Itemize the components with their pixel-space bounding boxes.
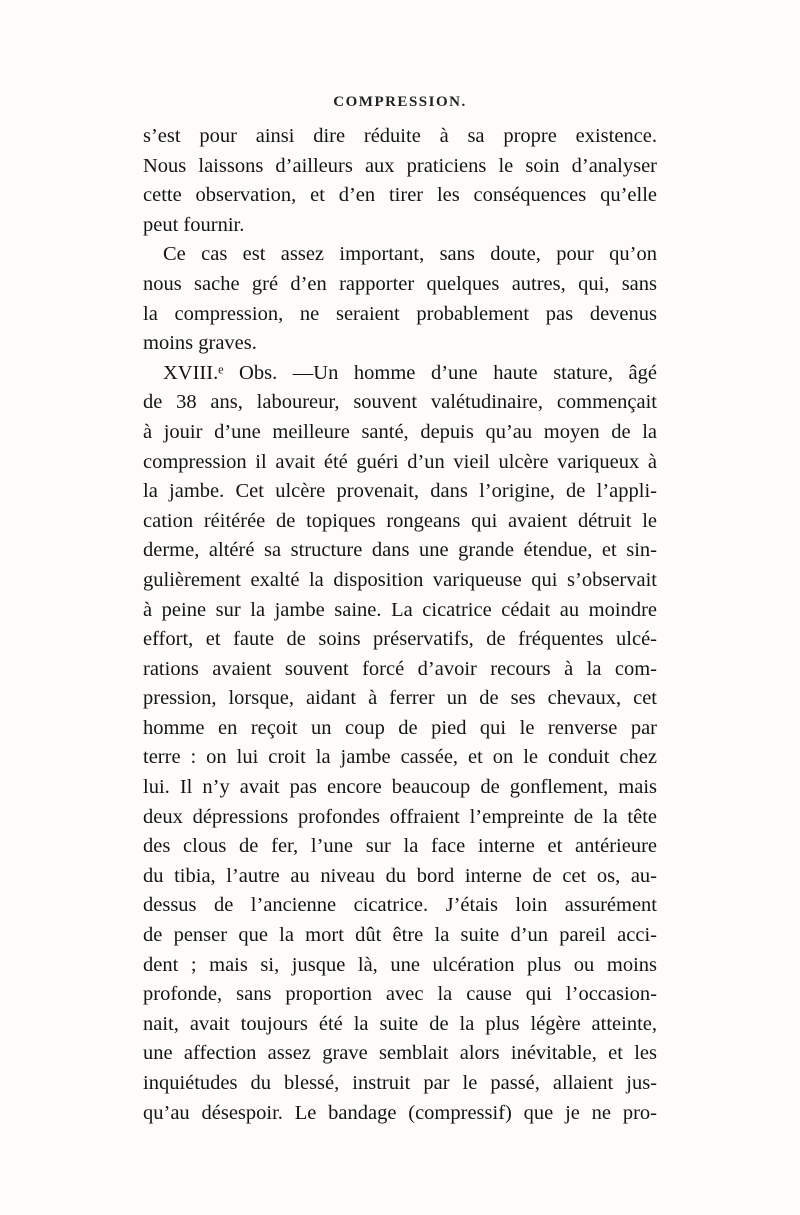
text-line: à jouir d’une meilleure santé, depuis qu’au moyen de la: [143, 420, 657, 443]
text-line: de 38 ans, laboureur, souvent valétudinaire, commençait: [143, 391, 657, 414]
text-line: XVIII.ᵉ Obs. —Un homme d’une haute stature, âgé: [163, 361, 657, 384]
text-line: deux dépressions profondes offraient l’empreinte de la tête: [143, 805, 657, 828]
text-line: homme en reçoit un coup de pied qui le renverse par: [143, 716, 657, 739]
text-line: la jambe. Cet ulcère provenait, dans l’origine, de l’appli-: [143, 480, 657, 503]
text-line: la compression, ne seraient probablement pas devenus: [143, 302, 657, 325]
text-line: cation réitérée de topiques rongeans qui avaient détruit le: [143, 509, 657, 532]
text-line: nous sache gré d’en rapporter quelques autres, qui, sans: [143, 272, 657, 295]
text-line: de penser que la mort dût être la suite d’un pareil acci-: [143, 924, 657, 947]
text-line: effort, et faute de soins préservatifs, de fréquentes ulcé-: [143, 628, 657, 651]
text-line: gulièrement exalté la disposition variqueuse qui s’observait: [143, 568, 657, 591]
text-line: peut fournir.: [143, 213, 245, 236]
text-line: inquiétudes du blessé, instruit par le passé, allaient jus-: [143, 1072, 657, 1094]
text-line: compression il avait été guéri d’un vieil ulcère variqueux à: [143, 450, 657, 473]
text-line: moins graves.: [143, 332, 257, 355]
text-line: à peine sur la jambe saine. La cicatrice cédait au moindre: [143, 598, 657, 621]
running-head: COMPRESSION.: [333, 94, 467, 110]
text-line: terre : on lui croit la jambe cassée, et on le conduit chez: [143, 746, 657, 769]
text-line: derme, altéré sa structure dans une grande étendue, et sin-: [143, 539, 657, 562]
text-line: s’est pour ainsi dire réduite à sa propre existence.: [143, 125, 657, 147]
text-line: cette observation, et d’en tirer les conséquences qu’elle: [143, 184, 657, 207]
text-line: nait, avait toujours été la suite de la plus légère atteinte,: [143, 1012, 657, 1035]
text-line: lui. Il n’y avait pas encore beaucoup de gonflement, mais: [143, 776, 657, 799]
text-line: qu’au désespoir. Le bandage (compressif) que je ne pro-: [143, 1101, 657, 1124]
text-line: Ce cas est assez important, sans doute, pour qu’on: [163, 243, 657, 266]
text-line: Nous laissons d’ailleurs aux praticiens le soin d’analyser: [143, 154, 657, 177]
text-line: profonde, sans proportion avec la cause qui l’occasion-: [143, 983, 657, 1006]
text-line: une affection assez grave semblait alors inévitable, et les: [143, 1042, 657, 1065]
text-line: dessus de l’ancienne cicatrice. J’étais loin assurément: [143, 894, 657, 917]
text-line: pression, lorsque, aidant à ferrer un de ses chevaux, cet: [143, 687, 657, 710]
text-line: dent ; mais si, jusque là, une ulcération plus ou moins: [143, 953, 657, 976]
text-line: des clous de fer, l’une sur la face interne et antérieure: [143, 835, 657, 858]
text-line: rations avaient souvent forcé d’avoir recours à la com-: [143, 657, 657, 680]
body-text: [143, 122, 657, 1128]
text-line: du tibia, l’autre au niveau du bord interne de cet os, au-: [143, 864, 657, 887]
